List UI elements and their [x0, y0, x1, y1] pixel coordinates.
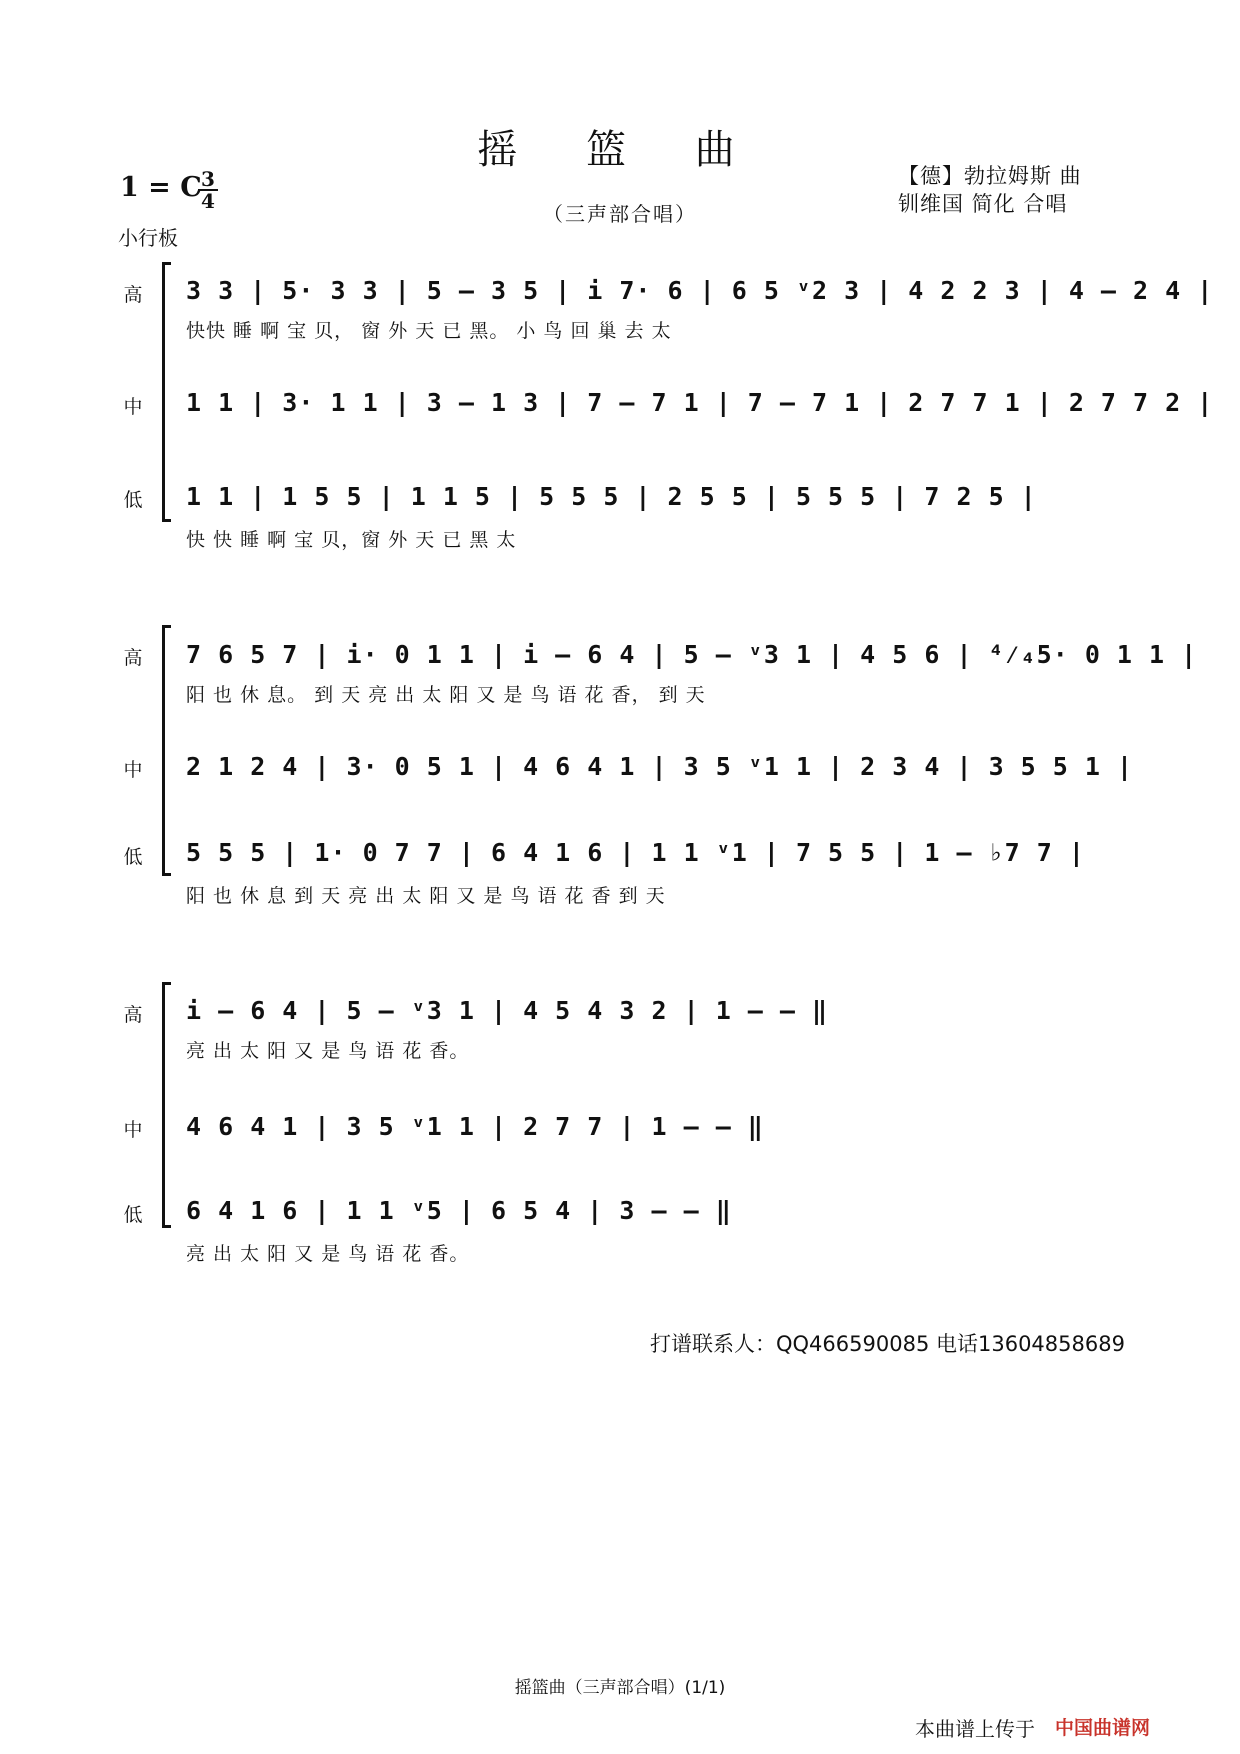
- mid-voice-notes: 2 1 2 4 | 3· 0 5 1 | 4 6 4 1 | 3 5 ᵛ1 1 | 2 3 4 | 3 5 5 1 |: [186, 752, 1134, 781]
- system-bracket: [162, 262, 171, 522]
- mid-voice-notes: 1 1 | 3· 1 1 | 3 – 1 3 | 7 – 7 1 | 7 – 7 1 | 2 7 7 1 | 2 7 7 2 |: [186, 388, 1214, 417]
- high-voice-lyrics: 快快 睡 啊 宝 贝， 窗 外 天 已 黑。 小 鸟 回 巢 去 太: [186, 320, 672, 342]
- composer-credit: 【德】勃拉姆斯 曲: [898, 164, 1082, 188]
- low-voice-notes: 1 1 | 1 5 5 | 1 1 5 | 5 5 5 | 2 5 5 | 5 5 5 | 7 2 5 |: [186, 482, 1037, 511]
- time-signature-bottom: 4: [201, 189, 215, 213]
- system-bracket: [162, 625, 171, 876]
- page-footer: 摇篮曲（三声部合唱）(1/1): [514, 1678, 726, 1698]
- score-title: 摇 篮 曲: [477, 127, 763, 173]
- voice-label-low: 低: [123, 846, 143, 868]
- high-voice-notes: i – 6 4 | 5 – ᵛ3 1 | 4 5 4 3 2 | 1 – – ‖: [186, 996, 829, 1025]
- voice-label-high: 高: [123, 647, 143, 669]
- system-bracket: [162, 982, 171, 1228]
- low-voice-notes: 6 4 1 6 | 1 1 ᵛ5 | 6 5 4 | 3 – – ‖: [186, 1196, 732, 1225]
- score-subtitle: （三声部合唱）: [543, 202, 697, 226]
- low-voice-lyrics: 阳 也 休 息 到 天 亮 出 太 阳 又 是 鸟 语 花 香 到 天: [186, 885, 666, 907]
- arranger-credit: 钏维国 简化 合唱: [898, 192, 1068, 216]
- low-voice-notes: 5 5 5 | 1· 0 7 7 | 6 4 1 6 | 1 1 ᵛ1 | 7 5 5 | 1 – ♭7 7 |: [186, 838, 1085, 867]
- voice-label-low: 低: [123, 1204, 143, 1226]
- low-voice-lyrics: 亮 出 太 阳 又 是 鸟 语 花 香。: [186, 1243, 470, 1265]
- high-voice-lyrics: 阳 也 休 息。 到 天 亮 出 太 阳 又 是 鸟 语 花 香， 到 天: [186, 684, 706, 706]
- voice-label-mid: 中: [123, 1119, 143, 1141]
- key-signature: 1 = C: [120, 172, 202, 203]
- contact-info: 打谱联系人：QQ466590085 电话13604858689: [650, 1332, 1125, 1356]
- voice-label-high: 高: [123, 284, 143, 306]
- time-signature: [198, 167, 218, 213]
- site-logo-text: 中国曲谱网: [1055, 1717, 1151, 1739]
- time-signature-top: 3: [201, 167, 215, 191]
- high-voice-notes: 3 3 | 5· 3 3 | 5 – 3 5 | i 7· 6 | 6 5 ᵛ2 3 | 4 2 2 3 | 4 – 2 4 |: [186, 276, 1214, 305]
- tempo-marking: 小行板: [118, 226, 178, 250]
- voice-label-low: 低: [123, 489, 143, 511]
- high-voice-notes: 7 6 5 7 | i· 0 1 1 | i – 6 4 | 5 – ᵛ3 1 | 4 5 6 | ⁴⁄₄5· 0 1 1 |: [186, 640, 1198, 669]
- upload-note: 本曲谱上传于: [915, 1717, 1035, 1741]
- voice-label-mid: 中: [123, 396, 143, 418]
- voice-label-high: 高: [123, 1004, 143, 1026]
- high-voice-lyrics: 亮 出 太 阳 又 是 鸟 语 花 香。: [186, 1040, 470, 1062]
- low-voice-lyrics: 快 快 睡 啊 宝 贝，窗 外 天 已 黑 太: [186, 529, 517, 551]
- voice-label-mid: 中: [123, 759, 143, 781]
- site-logo: [1055, 1713, 1150, 1740]
- mid-voice-notes: 4 6 4 1 | 3 5 ᵛ1 1 | 2 7 7 | 1 – – ‖: [186, 1112, 764, 1141]
